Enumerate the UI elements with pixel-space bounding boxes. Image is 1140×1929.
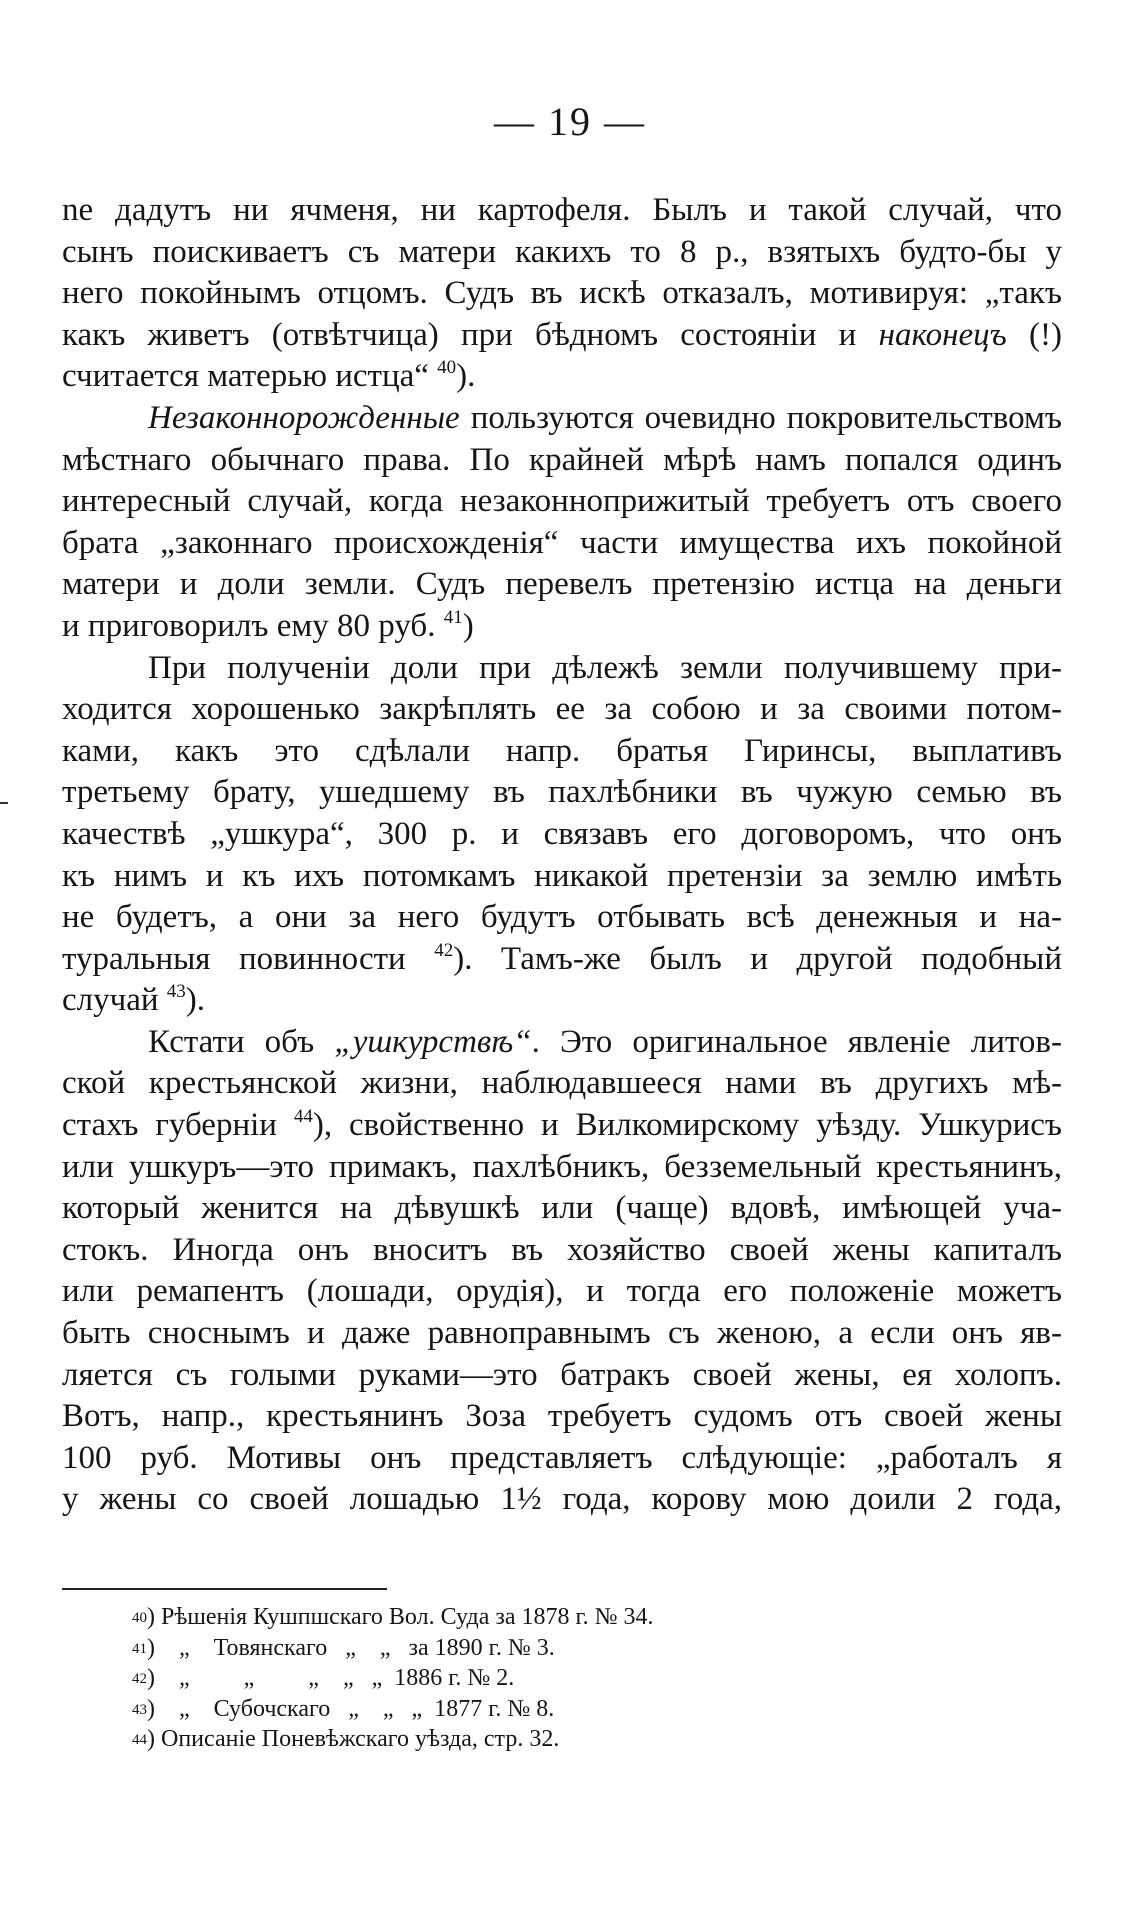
text-run: ). [456,358,476,395]
text-run: ). [185,982,206,1019]
text-run: Вотъ, напр., крестьянинъ Зоза требуетъ судомъ отъ своей жены [62,1398,1062,1435]
text-line [62,356,1062,398]
footnote-text: ) „ „ „ „ „ 1886 г. № 2. [147,1665,515,1691]
text-run: При полученіи доли при дѣлежѣ земли получившему при- [148,649,1062,686]
italic-term: „ушкурствѣ“ [334,1023,532,1060]
text-run: брата „законнаго происхожденія“ части имущества ихъ покойной [62,524,1062,561]
text-line [62,1396,1062,1438]
text-run: стахъ губерніи [62,1107,294,1144]
text-run: къ нимъ и къ ихъ потомкамъ никакой претензіи за землю имѣть [62,857,1062,894]
text-line [62,856,1062,898]
text-line [62,980,1062,1022]
footnote-number: 40 [132,1610,147,1626]
text-run: и приговорилъ ему 80 руб. [62,607,444,644]
text-run: случай [62,982,167,1019]
text-line [62,523,1062,565]
text-line [62,1230,1062,1272]
footnote-text: ) „ Товянскаго „ „ за 1890 г. № 3. [147,1634,555,1661]
text-line [62,648,1062,690]
footnote-number: 43 [132,1701,147,1718]
footnote-item [132,1663,832,1694]
text-line [62,564,1062,606]
text-line [62,1479,1062,1521]
text-run: считается матерью истца“ [62,358,438,395]
text-run: Кстати объ [148,1023,335,1060]
page-number: — 19 — [494,99,646,144]
text-line [62,606,1062,648]
text-line [62,1355,1062,1397]
text-run: матери и доли земли. Судъ перевелъ претензію истца на деньги [62,566,1062,603]
text-run: быть сноснымъ и даже равноправнымъ съ женою, а если онъ яв- [62,1315,1062,1352]
footnote-number: 44 [132,1732,147,1748]
footnote-divider [62,1588,387,1590]
footnote-item [132,1633,832,1664]
text-run: интересный случай, когда незаконноприжитый требуетъ отъ своего [62,483,1062,520]
text-run: или ремапентъ (лошади, орудія), и тогда его положеніе можетъ [62,1273,1062,1310]
footnote-item [132,1724,832,1755]
text-line [62,1063,1062,1105]
footnotes [132,1602,832,1755]
text-run: который женится на дѣвушкѣ или (чаще) вдовѣ, имѣющей уча- [62,1190,1062,1227]
text-run: у жены со своей лошадью 1½ года, корову мою доили 2 года, [62,1481,1062,1518]
text-line [62,897,1062,939]
text-run: ходится хорошенько закрѣплять ее за собою и за своими потом- [62,691,1062,728]
text-run: мѣстнаго обычнаго права. По крайней мѣрѣ намъ попался одинъ [62,441,1062,478]
text-run: какъ живетъ (отвѣтчица) при бѣдномъ состояніи и [62,316,879,353]
text-run: третьему брату, ушедшему въ пахлѣбники въ чужую семью въ [62,774,1062,811]
footnote-reference: 43 [166,981,186,1003]
text-line [62,772,1062,814]
text-line [62,1188,1062,1230]
text-line [62,481,1062,523]
text-run: качествѣ „ушкура“, 300 р. и связавъ его договоромъ, что онъ [62,815,1062,852]
footnote-text: ) Описаніе Поневѣжскаго уѣзда, стр. 32. [147,1726,560,1752]
text-run: ), свойственно и Вилкомирскому уѣзду. Ушкурисъ [312,1107,1062,1144]
text-line [62,232,1062,274]
text-line [62,190,1062,232]
text-line [62,731,1062,773]
text-run: ляется съ голыми руками—это батракъ своей жены, ея холопъ. [62,1356,1062,1393]
text-line [62,939,1062,981]
text-run: . Это оригинальное явленіе литов- [531,1023,1062,1060]
italic-term: Незаконнорожденные [148,399,460,436]
footnote-reference: 42 [434,939,454,961]
text-line [62,1105,1062,1147]
text-run: ). Тамъ-же былъ и другой подобный [453,940,1062,977]
text-line [62,398,1062,440]
text-run: ской крестьянской жизни, наблюдавшееся нами въ другихъ мѣ- [62,1065,1062,1102]
italic-term: наконецъ [878,316,1007,353]
text-run: ) [462,607,474,644]
footnote-reference: 44 [293,1106,313,1128]
footnote-number: 41 [132,1640,147,1657]
footnote-number: 42 [132,1671,147,1687]
text-run: туральныя повинности [62,940,435,977]
footnote-text: ) „ Субочскаго „ „ „ 1877 г. № 8. [147,1695,555,1722]
text-run: ками, какъ это сдѣлали напр. братья Гиринсы, выплативъ [62,732,1062,769]
text-line [62,814,1062,856]
text-line [62,689,1062,731]
text-line [62,1313,1062,1355]
text-run: или ушкуръ—это примакъ, пахлѣбникъ, безземельный крестьянинъ, [62,1148,1062,1185]
text-line [62,315,1062,357]
text-run: не будетъ, а они за него будутъ отбывать всѣ денежныя и на- [62,899,1062,936]
text-run: стокъ. Иногда онъ вноситъ въ хозяйство своей жены капиталъ [62,1231,1062,1268]
text-run: пользуются очевидно покровительствомъ [459,399,1062,436]
text-run: него покойнымъ отцомъ. Судъ въ искѣ отказалъ, мотивируя: „такъ [62,275,1062,312]
footnote-reference: 40 [437,357,457,379]
text-line [62,1271,1062,1313]
text-run: 100 руб. Мотивы онъ представляетъ слѣдующіе: „работалъ я [62,1439,1062,1476]
footnote-item [132,1602,832,1633]
text-line [62,273,1062,315]
margin-mark [0,802,8,804]
body-text [62,190,1062,1521]
text-line [62,1438,1062,1480]
text-run: ne дадутъ ни ячменя, ни картофеля. Былъ и такой случай, что [62,192,1062,228]
footnote-text: ) Рѣшенія Кушпшскаго Вол. Суда за 1878 г. № 34. [147,1604,654,1630]
text-line [62,1147,1062,1189]
footnote-item [132,1694,832,1725]
text-line [62,440,1062,482]
text-line [62,1022,1062,1064]
footnote-reference: 41 [443,606,463,628]
text-run: сынъ поискиваетъ съ матери какихъ то 8 р., взятыхъ будто-бы у [62,233,1062,270]
text-run: (!) [1006,316,1062,353]
